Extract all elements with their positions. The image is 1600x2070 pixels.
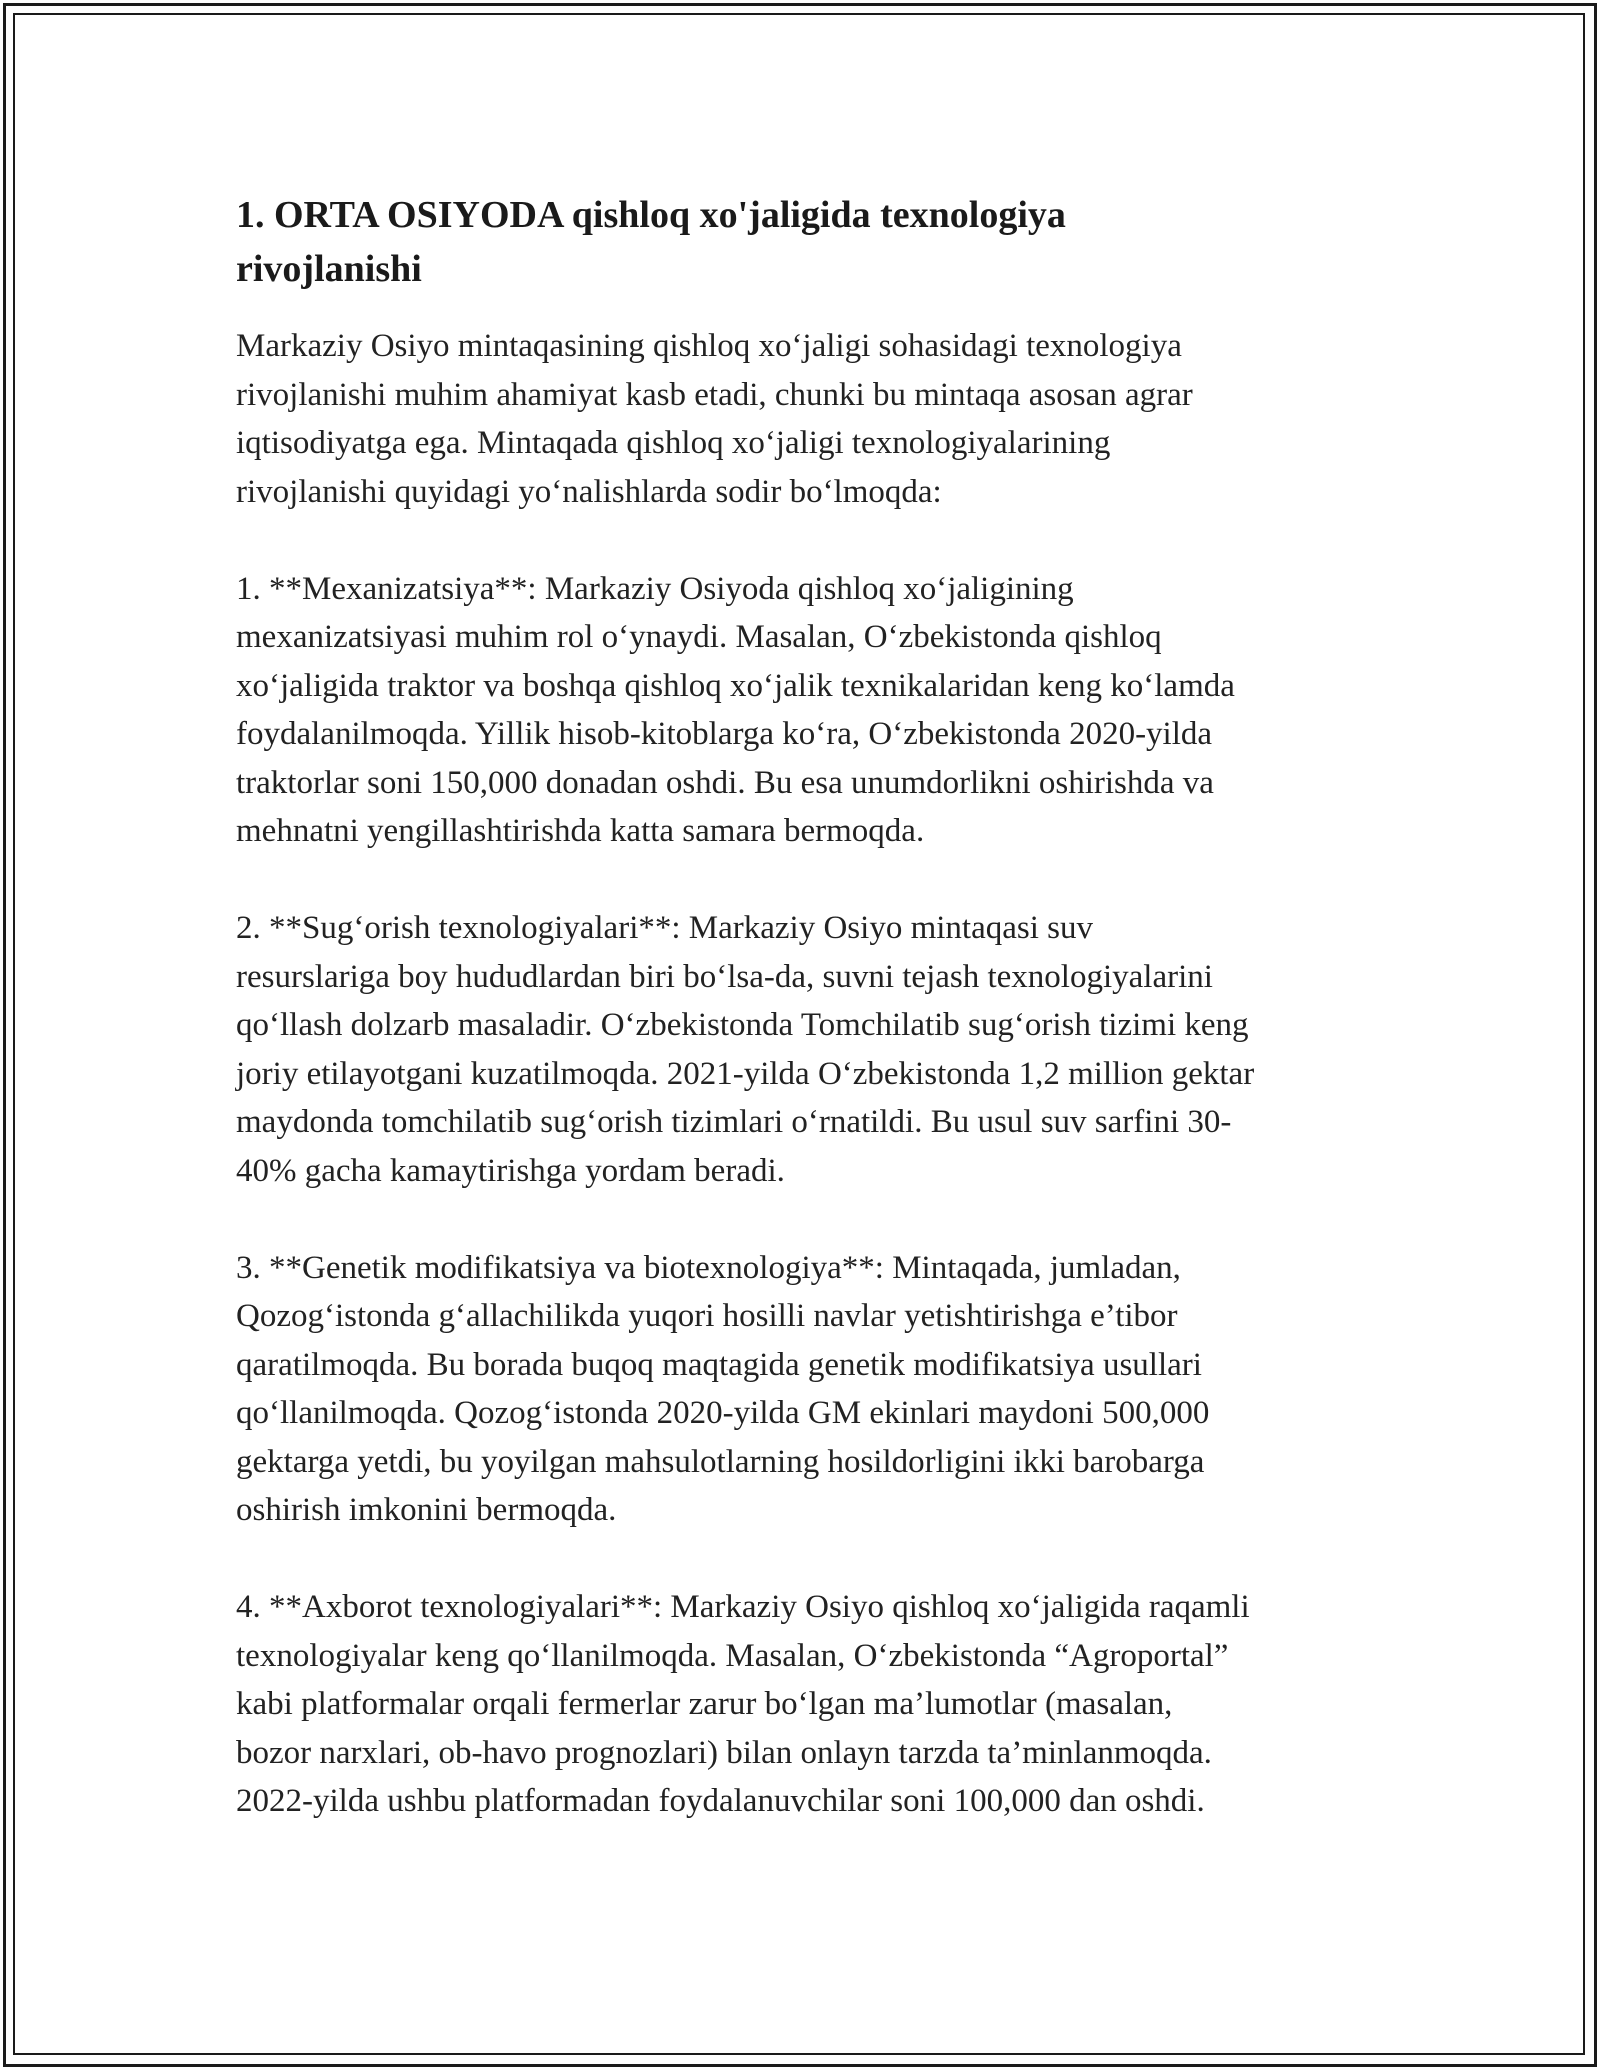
document-title: 1. ORTA OSIYODA qishloq xo'jaligida texnologiya rivojlanishi: [236, 194, 1066, 290]
section-irrigation: 2. **Sug‘orish texnologiyalari**: Markaziy Osiyo mintaqasi suv resurslariga boy hududlardan biri bo‘lsa-da, suvni tejash texnologiyalarini qo‘llash dolzarb masaladir. O‘zbekistonda Tomchilatib sug‘orish tizimi keng joriy etilayotgani kuzatilmoqda. 2021-yilda O‘zbekistonda 1,2 million gektar maydonda tomchilatib sug‘orish tizimlari o‘rnatildi. Bu usul suv sarfini 30- 40% gacha kamaytirishga yordam beradi.: [236, 910, 1255, 1189]
intro-paragraph: Markaziy Osiyo mintaqasining qishloq xo‘jaligi sohasidagi texnologiya rivojlanishi muhim ahamiyat kasb etadi, chunki bu mintaqa asosan agrar iqtisodiyatga ega. Mintaqada qishloq xo‘jaligi texnologiyalarining rivojlanishi quyidagi yo‘nalishlarda sodir bo‘lmoqda:: [236, 328, 1193, 510]
section-mechanization: 1. **Mexanizatsiya**: Markaziy Osiyoda qishloq xo‘jaligining mexanizatsiyasi muhim rol o‘ynaydi. Masalan, O‘zbekistonda qishloq xo‘jaligida traktor va boshqa qishloq xo‘jalik texnikalaridan keng ko‘lamda foydalanilmoqda. Yillik hisob-kitoblarga ko‘ra, O‘zbekistonda 2020-yilda traktorlar soni 150,000 donadan oshdi. Bu esa unumdorlikni oshirishda va mehnatni yengillashtirishda katta samara bermoqda.: [236, 570, 1235, 849]
section-information-technology: 4. **Axborot texnologiyalari**: Markaziy Osiyo qishloq xo‘jaligida raqamli texnologiyalar keng qo‘llanilmoqda. Masalan, O‘zbekistonda “Agroportal” kabi platformalar orqali fermerlar zarur bo‘lgan ma’lumotlar (masalan, bozor narxlari, ob-havo prognozlari) bilan onlayn tarzda ta’minlanmoqda. 2022-yilda ushbu platformadan foydalanuvchilar soni 100,000 dan oshdi.: [236, 1589, 1250, 1819]
document-body: [236, 188, 1376, 1874]
section-biotechnology: 3. **Genetik modifikatsiya va biotexnologiya**: Mintaqada, jumladan, Qozog‘istonda g‘allachilikda yuqori hosilli navlar yetishtirishga e’tibor qaratilmoqda. Bu borada buqoq maqtagida genetik modifikatsiya usullari qo‘llanilmoqda. Qozog‘istonda 2020-yilda GM ekinlari maydoni 500,000 gektarga yetdi, bu yoyilgan mahsulotlarning hosildorligini ikki barobarga oshirish imkonini bermoqda.: [236, 1249, 1210, 1528]
